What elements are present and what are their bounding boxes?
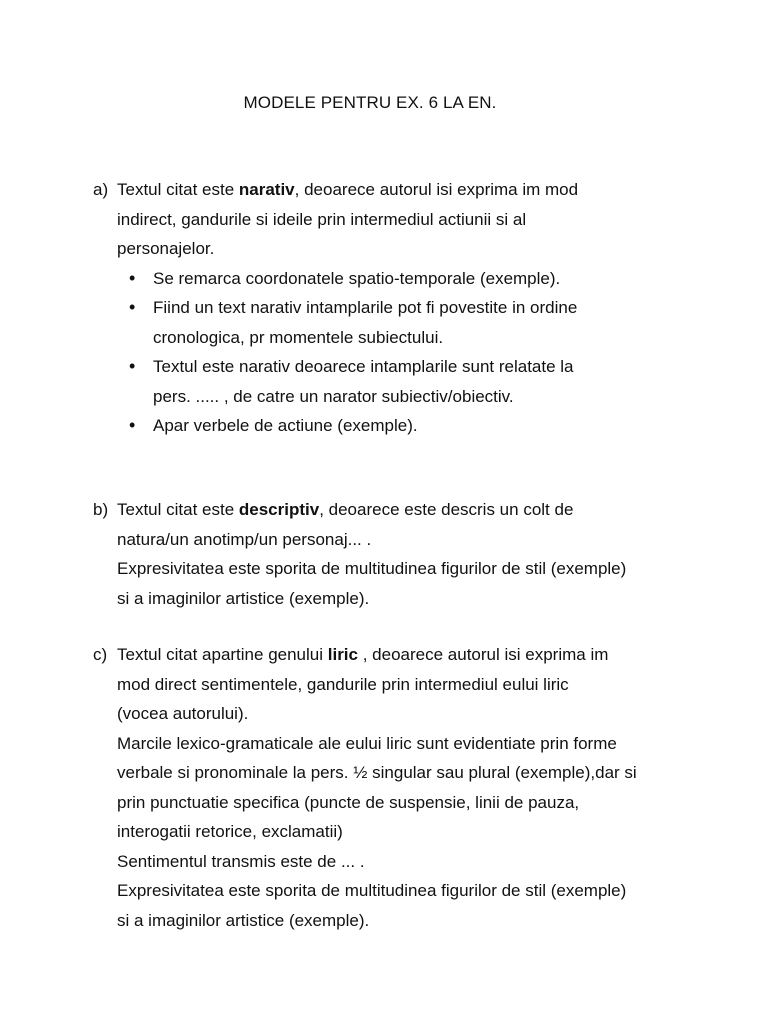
section-a-keyword: narativ [238,180,295,199]
section-b-line: si a imaginilor artistice (exemple). [117,588,370,608]
bullet-item [129,293,693,352]
section-a-intro-pre: Textul citat este [117,180,239,199]
section-c-line: Expresivitatea este sporita de multitudinea figurilor de stil (exemple) [117,881,627,900]
section-a-line: personajelor. [117,239,215,258]
section-b-line: natura/un anotimp/un personaj... . [117,529,372,549]
bullet-line: • Apar verbele de actiune (exemple). [153,416,418,435]
bullet-line: • Se remarca coordonatele spatio-temporale (exemple). [153,268,561,288]
section-a-intro-post: , deoarece autorul isi exprima im mod [294,180,579,199]
section-b-intro [117,495,693,525]
section-b-line: Expresivitatea este sporita de multitudinea figurilor de stil (exemple) [117,559,627,578]
section-c-marker: c) [93,645,108,664]
section-c [93,640,693,935]
bullet-line: pers. ..... , de catre un narator subiectiv/obiectiv. [153,386,514,406]
section-c-line: si a imaginilor artistice (exemple). [117,910,370,930]
section-c-line: mod direct sentimentele, gandurile prin intermediul eului liric [117,674,569,694]
bullet-item [129,352,693,411]
page-title: MODELE PENTRU EX. 6 LA EN. [243,93,497,112]
bullet-item [129,264,693,294]
section-b-body [117,495,693,613]
section-c-keyword: liric [327,645,358,664]
section-a-marker: a) [93,180,109,199]
section-a [93,175,693,441]
section-b-intro-pre: Textul citat este [117,500,239,519]
section-b-keyword: descriptiv [238,500,320,519]
bullet-line: • Textul este narativ deoarece intamplarile sunt relatate la [153,357,574,376]
section-c-body [117,640,693,935]
section-b [93,495,693,613]
section-c-line: verbale si pronominale la pers. ½ singular sau plural (exemple),dar si [117,763,637,782]
section-a-bullet-list [93,264,693,441]
section-c-line: Sentimentul transmis este de ... . [117,851,365,871]
section-a-line: indirect, gandurile si ideile prin intermediul actiunii si al [117,209,527,229]
section-c-intro [117,640,693,670]
section-c-line: interogatii retorice, exclamatii) [117,822,343,841]
bullet-line: • Fiind un text narativ intamplarile pot fi povestite in ordine [153,298,578,317]
section-c-line: Marcile lexico-gramaticale ale eului liric sunt evidentiate prin forme [117,733,617,753]
section-c-intro-post: , deoarece autorul isi exprima im [358,645,609,664]
section-c-line: (vocea autorului). [117,704,249,723]
section-c-line: prin punctuatie specifica (puncte de suspensie, linii de pauza, [117,792,580,812]
section-a-body [117,175,693,264]
section-b-marker: b) [93,500,109,519]
bullet-item [129,411,693,441]
section-a-intro [117,175,693,205]
bullet-line: cronologica, pr momentele subiectului. [153,327,444,347]
section-c-intro-pre: Textul citat apartine genului [117,645,328,664]
section-b-intro-post: , deoarece este descris un colt de [319,500,574,519]
